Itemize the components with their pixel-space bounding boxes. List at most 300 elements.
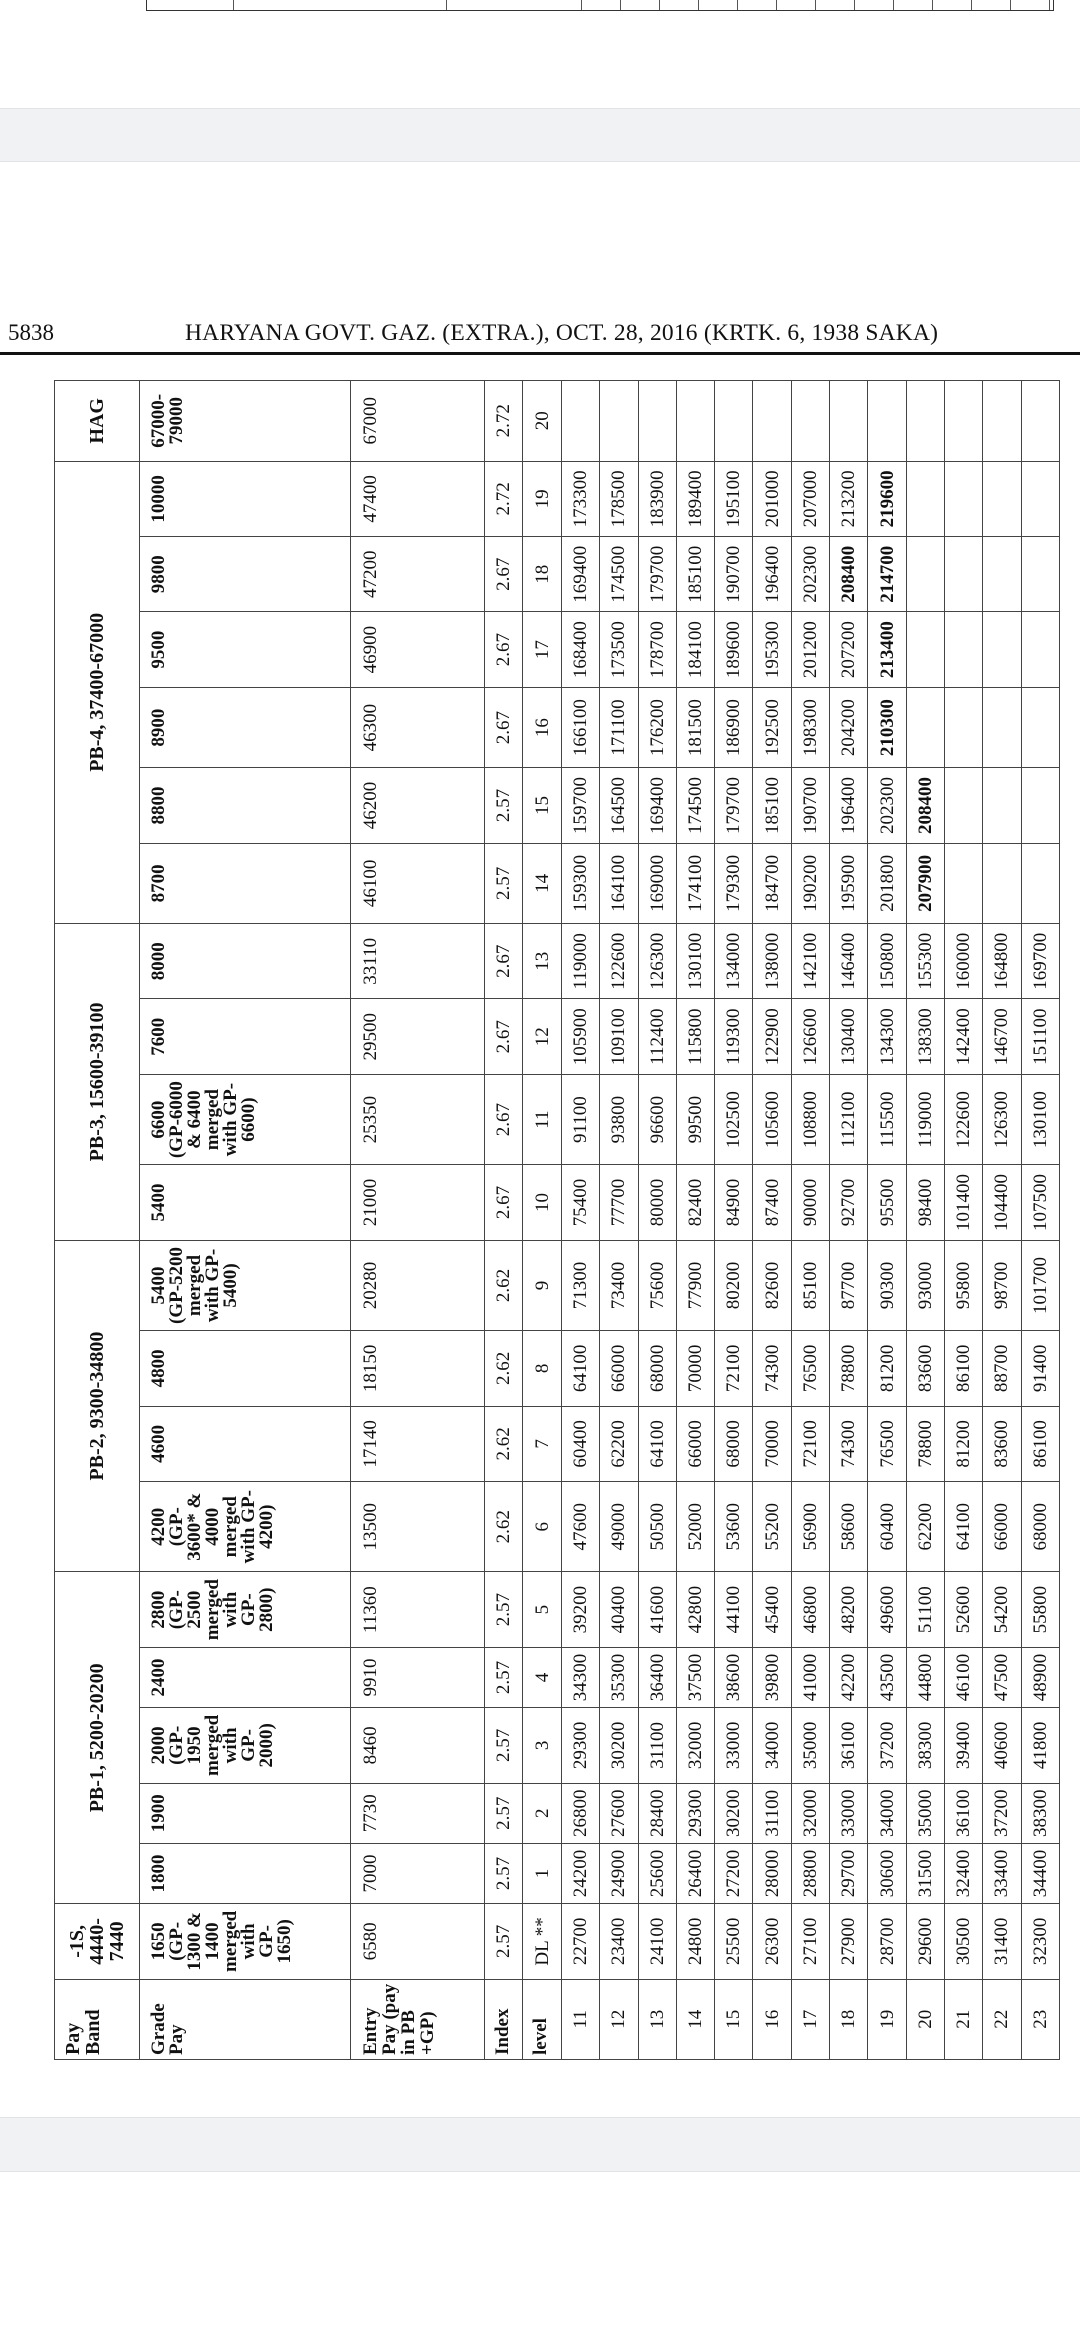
table-row <box>562 381 600 2060</box>
grade-pay-row <box>140 381 351 2060</box>
pay-cell: 36400 <box>638 1647 676 1707</box>
pay-cell: 84900 <box>715 1165 753 1240</box>
pay-cell <box>944 768 982 843</box>
level-cell: 7 <box>523 1406 562 1481</box>
pay-cell: 81200 <box>868 1331 906 1406</box>
pay-cell <box>944 461 982 536</box>
entry-pay-cell: 47400 <box>351 461 485 536</box>
pay-cell <box>983 381 1021 462</box>
level-cell: 5 <box>523 1572 562 1647</box>
pay-cell: 126600 <box>791 999 829 1074</box>
pay-cell: 82600 <box>753 1240 791 1330</box>
pay-cell: 201800 <box>868 843 906 923</box>
pay-cell: 138300 <box>906 999 944 1074</box>
pay-cell <box>944 687 982 767</box>
pay-cell: 33000 <box>830 1783 868 1843</box>
pay-cell: 68000 <box>638 1331 676 1406</box>
index-cell: 2.67 <box>485 612 523 687</box>
pay-band-row <box>55 381 140 2060</box>
pay-cell: 41800 <box>1021 1708 1059 1783</box>
pay-cell <box>1021 537 1059 612</box>
entry-pay-cell: 21000 <box>351 1165 485 1240</box>
pay-cell <box>1021 687 1059 767</box>
pay-cell: 26300 <box>753 1904 791 1979</box>
entry-pay-cell: 11360 <box>351 1572 485 1647</box>
entry-pay-cell: 13500 <box>351 1482 485 1572</box>
grade-pay-cell: 2000 (GP-1950 merged with GP-2000) <box>140 1708 351 1783</box>
pay-cell: 166100 <box>562 687 600 767</box>
pay-cell <box>1021 843 1059 923</box>
pay-cell: 164800 <box>983 924 1021 999</box>
pay-cell <box>983 537 1021 612</box>
pay-cell: 24800 <box>676 1904 714 1979</box>
index-cell: 2.67 <box>485 999 523 1074</box>
pay-cell: 75600 <box>638 1240 676 1330</box>
pay-cell: 47500 <box>983 1647 1021 1707</box>
pay-cell: 70000 <box>753 1406 791 1481</box>
pay-cell: 50500 <box>638 1482 676 1572</box>
pay-cell: 77700 <box>600 1165 638 1240</box>
grade-pay-cell: 2400 <box>140 1647 351 1707</box>
pay-cell: 159700 <box>562 768 600 843</box>
entry-pay-cell: 17140 <box>351 1406 485 1481</box>
row-label-entry-pay: Entry Pay (pay in PB +GP) <box>351 1979 485 2059</box>
pay-cell <box>983 843 1021 923</box>
grade-pay-cell: 2800 (GP-2500 merged with GP-2800) <box>140 1572 351 1647</box>
entry-pay-cell: 7000 <box>351 1843 485 1903</box>
pay-cell: 184700 <box>753 843 791 923</box>
table-row <box>638 381 676 2060</box>
grade-pay-cell: 67000-79000 <box>140 381 351 462</box>
page-separator-top <box>0 108 1080 162</box>
pay-cell: 62200 <box>906 1482 944 1572</box>
pay-cell: 179700 <box>638 537 676 612</box>
pay-cell: 183900 <box>638 461 676 536</box>
pay-cell: 173500 <box>600 612 638 687</box>
entry-pay-cell: 9910 <box>351 1647 485 1707</box>
entry-pay-row <box>351 381 485 2060</box>
pay-cell: 95500 <box>868 1165 906 1240</box>
level-cell: 20 <box>523 381 562 462</box>
pay-cell: 91400 <box>1021 1331 1059 1406</box>
table-row <box>676 381 714 2060</box>
index-cell: 2.72 <box>485 381 523 462</box>
entry-pay-cell: 46100 <box>351 843 485 923</box>
table-row <box>944 381 982 2060</box>
pay-cell: 44100 <box>715 1572 753 1647</box>
pay-cell: 122600 <box>944 1074 982 1164</box>
pay-cell: 101700 <box>1021 1240 1059 1330</box>
pay-cell <box>1021 461 1059 536</box>
pay-cell: 109100 <box>600 999 638 1074</box>
grade-pay-cell: 8900 <box>140 687 351 767</box>
cell-number: 16 <box>753 1979 791 2059</box>
pay-cell: 122900 <box>753 999 791 1074</box>
previous-page-table-end <box>146 0 1054 11</box>
cell-number: 23 <box>1021 1979 1059 2059</box>
entry-pay-cell: 47200 <box>351 537 485 612</box>
pay-cell: 22700 <box>562 1904 600 1979</box>
pay-cell: 37500 <box>676 1647 714 1707</box>
table-row <box>753 381 791 2060</box>
cell-number: 11 <box>562 1979 600 2059</box>
pay-cell: 213200 <box>830 461 868 536</box>
table-row <box>906 381 944 2060</box>
pay-cell: 41000 <box>791 1647 829 1707</box>
pay-cell: 32400 <box>944 1843 982 1903</box>
pay-cell: 28000 <box>753 1843 791 1903</box>
level-cell: 1 <box>523 1843 562 1903</box>
pay-cell: 88700 <box>983 1331 1021 1406</box>
pay-cell <box>983 612 1021 687</box>
index-cell: 2.57 <box>485 1783 523 1843</box>
level-cell: 10 <box>523 1165 562 1240</box>
cell-number: 12 <box>600 1979 638 2059</box>
pay-cell: 178500 <box>600 461 638 536</box>
grade-pay-cell: 9800 <box>140 537 351 612</box>
level-cell: 13 <box>523 924 562 999</box>
pay-cell: 93800 <box>600 1074 638 1164</box>
entry-pay-cell: 67000 <box>351 381 485 462</box>
pay-cell: 31100 <box>638 1708 676 1783</box>
pay-cell <box>638 381 676 462</box>
level-cell: 4 <box>523 1647 562 1707</box>
pay-cell: 35000 <box>906 1783 944 1843</box>
index-cell: 2.57 <box>485 1843 523 1903</box>
pay-cell: 38300 <box>906 1708 944 1783</box>
pay-cell: 49600 <box>868 1572 906 1647</box>
pay-cell: 184100 <box>676 612 714 687</box>
pay-cell: 210300 <box>868 687 906 767</box>
pay-cell: 130400 <box>830 999 868 1074</box>
pay-cell: 126300 <box>983 1074 1021 1164</box>
pay-cell: 37200 <box>983 1783 1021 1843</box>
pay-cell: 27600 <box>600 1783 638 1843</box>
pay-cell: 40600 <box>983 1708 1021 1783</box>
pay-cell: 36100 <box>830 1708 868 1783</box>
entry-pay-cell: 20280 <box>351 1240 485 1330</box>
pay-cell: 201200 <box>791 612 829 687</box>
pay-cell: 60400 <box>868 1482 906 1572</box>
pay-cell: 115800 <box>676 999 714 1074</box>
grade-pay-cell: 10000 <box>140 461 351 536</box>
page-separator-bottom <box>0 2117 1080 2172</box>
pay-cell: 142100 <box>791 924 829 999</box>
pay-cell: 195300 <box>753 612 791 687</box>
pay-cell: 66000 <box>983 1482 1021 1572</box>
pay-cell: 178700 <box>638 612 676 687</box>
pay-cell: 73400 <box>600 1240 638 1330</box>
pay-cell: 31500 <box>906 1843 944 1903</box>
row-label-pay-band: Pay Band <box>55 1979 140 2059</box>
pay-cell: 130100 <box>1021 1074 1059 1164</box>
entry-pay-cell: 25350 <box>351 1074 485 1164</box>
page-number: 5838 <box>8 320 54 345</box>
pay-cell: 29700 <box>830 1843 868 1903</box>
pay-cell: 26400 <box>676 1843 714 1903</box>
level-cell: 2 <box>523 1783 562 1843</box>
pay-cell: 179700 <box>715 768 753 843</box>
pay-cell: 27100 <box>791 1904 829 1979</box>
pay-cell: 47600 <box>562 1482 600 1572</box>
pay-cell: 80200 <box>715 1240 753 1330</box>
pay-cell: 28700 <box>868 1904 906 1979</box>
index-row <box>485 381 523 2060</box>
pay-cell: 82400 <box>676 1165 714 1240</box>
pay-cell: 27200 <box>715 1843 753 1903</box>
grade-pay-cell: 5400 (GP-5200 merged with GP-5400) <box>140 1240 351 1330</box>
pay-cell: 37200 <box>868 1708 906 1783</box>
pay-cell: 31100 <box>753 1783 791 1843</box>
level-cell: 6 <box>523 1482 562 1572</box>
pay-cell <box>983 461 1021 536</box>
pay-cell: 34300 <box>562 1647 600 1707</box>
entry-pay-cell: 46200 <box>351 768 485 843</box>
pay-cell: 168400 <box>562 612 600 687</box>
pay-cell: 207900 <box>906 843 944 923</box>
pay-cell: 53600 <box>715 1482 753 1572</box>
pay-cell: 115500 <box>868 1074 906 1164</box>
pay-cell: 64100 <box>944 1482 982 1572</box>
pay-cell: 90300 <box>868 1240 906 1330</box>
pay-cell <box>1021 381 1059 462</box>
pay-cell: 39400 <box>944 1708 982 1783</box>
pay-cell: 195900 <box>830 843 868 923</box>
pay-cell <box>944 381 982 462</box>
pay-cell: 36100 <box>944 1783 982 1843</box>
pay-cell: 25600 <box>638 1843 676 1903</box>
pay-cell: 44800 <box>906 1647 944 1707</box>
pay-cell: 51100 <box>906 1572 944 1647</box>
pay-cell: 68000 <box>715 1406 753 1481</box>
pay-cell: 34000 <box>868 1783 906 1843</box>
pay-cell: 27900 <box>830 1904 868 1979</box>
pay-cell: 169400 <box>638 768 676 843</box>
pay-cell: 76500 <box>868 1406 906 1481</box>
pay-cell: 41600 <box>638 1572 676 1647</box>
index-cell: 2.57 <box>485 843 523 923</box>
table-row <box>715 381 753 2060</box>
pay-cell: 35300 <box>600 1647 638 1707</box>
pay-cell: 138000 <box>753 924 791 999</box>
pay-cell: 112100 <box>830 1074 868 1164</box>
pay-cell: 192500 <box>753 687 791 767</box>
index-cell: 2.72 <box>485 461 523 536</box>
table-row <box>1021 381 1059 2060</box>
level-cell: DL ** <box>523 1904 562 1979</box>
pay-cell: 76500 <box>791 1331 829 1406</box>
pay-cell: 150800 <box>868 924 906 999</box>
pay-cell: 46100 <box>944 1647 982 1707</box>
pay-cell: 24900 <box>600 1843 638 1903</box>
index-cell: 2.57 <box>485 1647 523 1707</box>
pay-cell: 185100 <box>753 768 791 843</box>
pay-cell: 198300 <box>791 687 829 767</box>
pay-cell: 119000 <box>906 1074 944 1164</box>
pay-cell: 171100 <box>600 687 638 767</box>
cell-number: 15 <box>715 1979 753 2059</box>
row-label-index: Index <box>485 1979 523 2059</box>
pay-cell: 60400 <box>562 1406 600 1481</box>
pay-cell <box>676 381 714 462</box>
level-cell: 8 <box>523 1331 562 1406</box>
pay-cell: 107500 <box>1021 1165 1059 1240</box>
pay-cell: 93000 <box>906 1240 944 1330</box>
entry-pay-cell: 18150 <box>351 1331 485 1406</box>
pay-cell: 68000 <box>1021 1482 1059 1572</box>
pay-cell: 74300 <box>830 1406 868 1481</box>
grade-pay-cell: 8700 <box>140 843 351 923</box>
pay-cell: 99500 <box>676 1074 714 1164</box>
pay-cell: 58600 <box>830 1482 868 1572</box>
pay-cell: 28800 <box>791 1843 829 1903</box>
pay-cell: 74300 <box>753 1331 791 1406</box>
pay-cell: 186900 <box>715 687 753 767</box>
pay-cell <box>600 381 638 462</box>
pay-cell: 155300 <box>906 924 944 999</box>
pay-cell <box>906 381 944 462</box>
index-cell: 2.57 <box>485 768 523 843</box>
pay-cell <box>906 461 944 536</box>
entry-pay-cell: 8460 <box>351 1708 485 1783</box>
pay-cell: 146400 <box>830 924 868 999</box>
pay-cell: 55200 <box>753 1482 791 1572</box>
grade-pay-cell: 5400 <box>140 1165 351 1240</box>
entry-pay-cell: 6580 <box>351 1904 485 1979</box>
cell-number: 14 <box>676 1979 714 2059</box>
index-cell: 2.67 <box>485 537 523 612</box>
pay-cell: 90000 <box>791 1165 829 1240</box>
pay-cell: 181500 <box>676 687 714 767</box>
pay-cell: 160000 <box>944 924 982 999</box>
pay-cell: 66000 <box>600 1331 638 1406</box>
pay-cell: 214700 <box>868 537 906 612</box>
pay-cell: 56900 <box>791 1482 829 1572</box>
pay-cell <box>715 381 753 462</box>
pay-cell <box>830 381 868 462</box>
entry-pay-cell: 46300 <box>351 687 485 767</box>
pay-cell: 190700 <box>791 768 829 843</box>
pay-cell: 159300 <box>562 843 600 923</box>
pay-cell: 173300 <box>562 461 600 536</box>
pay-cell: 33000 <box>715 1708 753 1783</box>
pay-cell: 45400 <box>753 1572 791 1647</box>
level-row <box>523 381 562 2060</box>
pay-cell: 204200 <box>830 687 868 767</box>
pay-cell: 77900 <box>676 1240 714 1330</box>
pay-cell: 66000 <box>676 1406 714 1481</box>
pay-cell: 142400 <box>944 999 982 1074</box>
pay-cell: 39200 <box>562 1572 600 1647</box>
pay-cell: 31400 <box>983 1904 1021 1979</box>
grade-pay-cell: 8800 <box>140 768 351 843</box>
cell-number: 21 <box>944 1979 982 2059</box>
pay-cell: 201000 <box>753 461 791 536</box>
pay-cell: 169000 <box>638 843 676 923</box>
grade-pay-cell: 1800 <box>140 1843 351 1903</box>
pay-cell: 23400 <box>600 1904 638 1979</box>
pay-band-header: PB-1, 5200-20200 <box>55 1572 140 1904</box>
pay-band-header: PB-3, 15600-39100 <box>55 924 140 1241</box>
pay-cell: 92700 <box>830 1165 868 1240</box>
pay-cell: 164100 <box>600 843 638 923</box>
pay-cell: 83600 <box>906 1331 944 1406</box>
pay-cell: 189600 <box>715 612 753 687</box>
pay-cell: 102500 <box>715 1074 753 1164</box>
row-label-grade-pay: Grade Pay <box>140 1979 351 2059</box>
entry-pay-cell: 29500 <box>351 999 485 1074</box>
pay-cell: 80000 <box>638 1165 676 1240</box>
pay-cell: 43500 <box>868 1647 906 1707</box>
pay-cell <box>983 768 1021 843</box>
pay-cell <box>753 381 791 462</box>
pay-cell: 78800 <box>830 1331 868 1406</box>
grade-pay-cell: 4600 <box>140 1406 351 1481</box>
pay-cell: 87400 <box>753 1165 791 1240</box>
pay-cell: 185100 <box>676 537 714 612</box>
pay-cell: 32300 <box>1021 1904 1059 1979</box>
pay-cell <box>868 381 906 462</box>
pay-cell: 81200 <box>944 1406 982 1481</box>
pay-cell: 151100 <box>1021 999 1059 1074</box>
grade-pay-cell: 4800 <box>140 1331 351 1406</box>
pay-cell: 196400 <box>830 768 868 843</box>
level-cell: 14 <box>523 843 562 923</box>
pay-cell: 70000 <box>676 1331 714 1406</box>
pay-cell: 75400 <box>562 1165 600 1240</box>
grade-pay-cell: 9500 <box>140 612 351 687</box>
index-cell: 2.67 <box>485 1165 523 1240</box>
pay-cell: 104400 <box>983 1165 1021 1240</box>
index-cell: 2.57 <box>485 1708 523 1783</box>
level-cell: 3 <box>523 1708 562 1783</box>
pay-cell: 64100 <box>562 1331 600 1406</box>
level-cell: 18 <box>523 537 562 612</box>
table-row <box>830 381 868 2060</box>
pay-cell: 30200 <box>600 1708 638 1783</box>
pay-cell: 49000 <box>600 1482 638 1572</box>
cell-number: 13 <box>638 1979 676 2059</box>
pay-cell: 134300 <box>868 999 906 1074</box>
grade-pay-cell: 4200 (GP-3600* & 4000 merged with GP-4200) <box>140 1482 351 1572</box>
pay-cell: 146700 <box>983 999 1021 1074</box>
index-cell: 2.57 <box>485 1572 523 1647</box>
table-row <box>983 381 1021 2060</box>
pay-cell <box>944 843 982 923</box>
pay-band-header: PB-2, 9300-34800 <box>55 1240 140 1572</box>
pay-cell: 72100 <box>791 1406 829 1481</box>
pay-cell: 39800 <box>753 1647 791 1707</box>
pay-cell: 30500 <box>944 1904 982 1979</box>
pay-cell: 169700 <box>1021 924 1059 999</box>
pay-cell: 29300 <box>676 1783 714 1843</box>
entry-pay-cell: 33110 <box>351 924 485 999</box>
pay-cell: 202300 <box>868 768 906 843</box>
pay-cell: 196400 <box>753 537 791 612</box>
pay-cell: 40400 <box>600 1572 638 1647</box>
pay-cell: 213400 <box>868 612 906 687</box>
pay-cell: 72100 <box>715 1331 753 1406</box>
pay-cell: 30600 <box>868 1843 906 1903</box>
index-cell: 2.67 <box>485 924 523 999</box>
pay-cell: 29600 <box>906 1904 944 1979</box>
pay-cell <box>944 537 982 612</box>
pay-cell: 219600 <box>868 461 906 536</box>
pay-cell: 130100 <box>676 924 714 999</box>
level-cell: 19 <box>523 461 562 536</box>
pay-cell: 34400 <box>1021 1843 1059 1903</box>
table-row <box>600 381 638 2060</box>
